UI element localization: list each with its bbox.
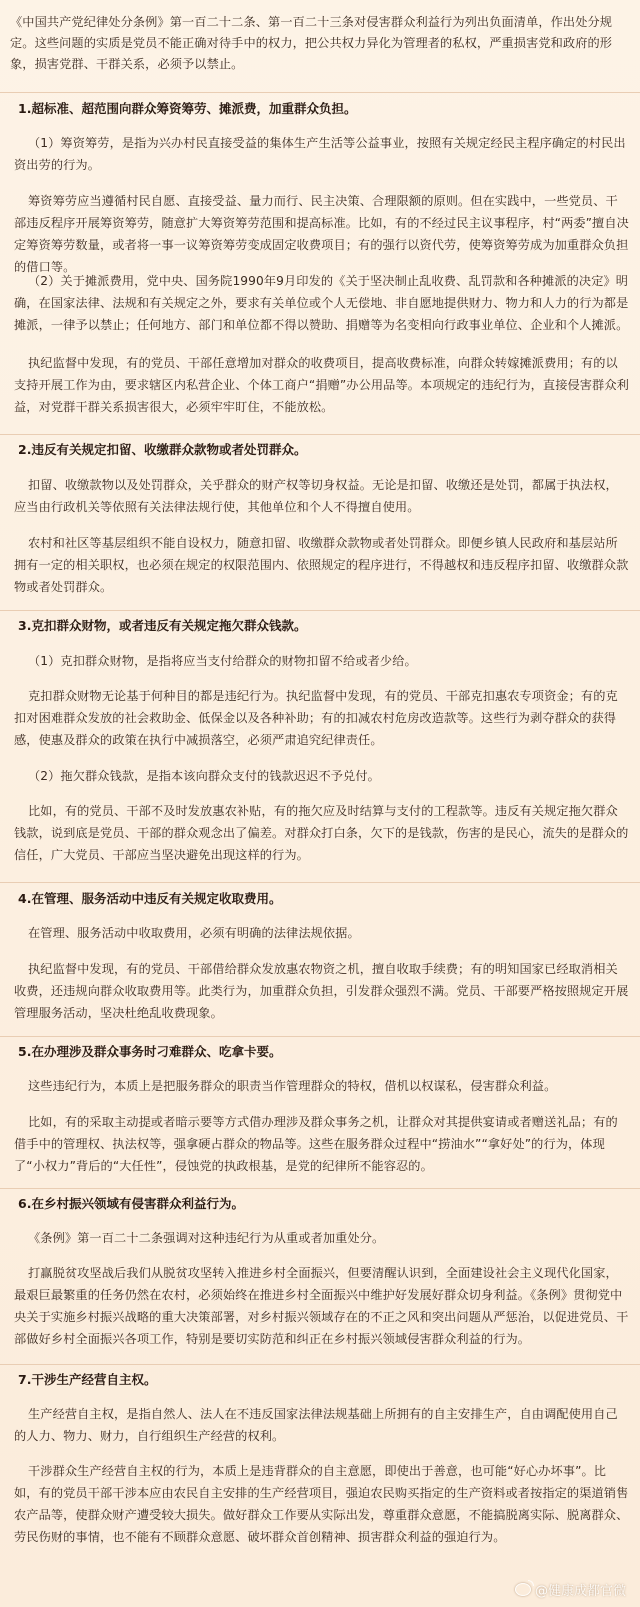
section-5-paragraph-2: 比如，有的采取主动提或者暗示要等方式借办理涉及群众事务之机，让群众对其提供宴请或者赠送礼品；有的借手中的管理权、执法权等，强拿硬占群众的物品等。这些在服务群众过程中“捞油水”“拿好处”的行为，体现了“小权力”背后的“大任性”，侵蚀党的执政根基，是党的纪律所不能容忍的。	[14, 1115, 618, 1173]
section-6-paragraph-2: 打赢脱贫攻坚战后我们从脱贫攻坚转入推进乡村全面振兴，但要清醒认识到，全面建设社会主义现代化国家，最艰巨最繁重的任务仍然在农村，必须始终在推进乡村全面振兴中维护好发展好群众切身利益。《条例》贯彻党中央关于实施乡村振兴战略的重大决策部署，对乡村振兴领域存在的不正之风和突出问题从严惩治，以促进党员、干部做好乡村全面振兴各项工作，特别是要切实防范和纠正在乡村振兴领域侵害群众利益的行为。	[14, 1266, 629, 1346]
weibo-logo-icon	[515, 1583, 531, 1596]
section-2-paragraph-1: 扣留、收缴款物以及处罚群众，关乎群众的财产权等切身权益。无论是扣留、收缴还是处罚，都属于执法权，应当由行政机关等依照有关法律法规行使，其他单位和个人不得擅自使用。	[14, 478, 618, 514]
section-2-paragraph-2: 农村和社区等基层组织不能自设权力，随意扣留、收缴群众款物或者处罚群众。即便乡镇人民政府和基层站所拥有一定的相关职权，也必须在规定的权限范围内、依照规定的程序进行，不得越权和违反程序扣留、收缴群众款物或者处罚群众。	[14, 536, 629, 594]
section-divider	[0, 1188, 640, 1189]
section-7-paragraph-1: 生产经营自主权，是指自然人、法人在不违反国家法律法规基础上所拥有的自主安排生产，自由调配使用自己的人力、物力、财力，自行组织生产经营的权利。	[14, 1407, 618, 1443]
section-1-paragraph-2: 筹资筹劳应当遵循村民自愿、直接受益、量力而行、民主决策、合理限额的原则。但在实践中，一些党员、干部违反程序开展筹资筹劳，随意扩大筹资筹劳范围和提高标准。比如，有的不经过民主议事程序，村“两委”擅自决定筹资筹劳数量，或者将一事一议筹资筹劳变成固定收费项目；有的强行以资代劳，使筹资筹劳成为加重群众负担的借口等。	[14, 194, 629, 274]
section-3-paragraph-1: （1）克扣群众财物，是指将应当支付给群众的财物扣留不给或者少给。	[28, 654, 417, 668]
section-2-heading: 2.违反有关规定扣留、收缴群众款物或者处罚群众。	[18, 442, 307, 457]
section-3-paragraph-4: 比如，有的党员、干部不及时发放惠农补贴，有的拖欠应及时结算与支付的工程款等。违反有关规定拖欠群众钱款，说到底是党员、干部的群众观念出了偏差。对群众打白条，欠下的是钱款，伤害的是民心，流失的是群众的信任，广大党员、干部应当坚决避免出现这样的行为。	[14, 804, 629, 862]
section-divider	[0, 610, 640, 611]
weibo-watermark	[515, 1580, 626, 1599]
section-6-heading: 6.在乡村振兴领域有侵害群众利益行为。	[18, 1196, 244, 1211]
section-4-paragraph-2: 执纪监督中发现，有的党员、干部借给群众发放惠农物资之机，擅自收取手续费；有的明知国家已经取消相关收费，还违规向群众收取费用等。此类行为，加重群众负担，引发群众强烈不满。党员、干部要严格按照规定开展管理服务活动，坚决杜绝乱收费现象。	[14, 962, 629, 1020]
section-7-paragraph-2: 干涉群众生产经营自主权的行为，本质上是违背群众的自主意愿，即使出于善意，也可能“好心办坏事”。比如，有的党员干部干涉本应由农民自主安排的生产经营项目，强迫农民购买指定的生产资料或者按指定的渠道销售农产品等，使群众财产遭受较大损失。做好群众工作要从实际出发，尊重群众意愿，不能搞脱离实际、脱离群众、劳民伤财的事情，也不能有不顾群众意愿、破坏群众首创精神、损害群众利益的强迫行为。	[14, 1464, 629, 1544]
section-1-paragraph-3: （2）关于摊派费用，党中央、国务院1990年9月印发的《关于坚决制止乱收费、乱罚款和各种摊派的决定》明确，在国家法律、法规和有关规定之外，要求有关单位或个人无偿地、非自愿地提供财力、物力和人力的行为都是摊派，一律予以禁止；任何地方、部门和单位都不得以赞助、捐赠等为名变相向行政事业单位、企业和个人摊派。	[14, 274, 629, 332]
section-4-paragraph-1: 在管理、服务活动中收取费用，必须有明确的法律法规依据。	[28, 926, 360, 940]
section-divider	[0, 1036, 640, 1037]
section-4-heading: 4.在管理、服务活动中违反有关规定收取费用。	[18, 891, 282, 906]
section-5-paragraph-1: 这些违纪行为，本质上是把服务群众的职责当作管理群众的特权，借机以权谋私，侵害群众利益。	[28, 1079, 557, 1093]
section-divider	[0, 1364, 640, 1365]
watermark-text: @健康成都官微	[534, 1584, 626, 1599]
section-3-paragraph-3: （2）拖欠群众钱款，是指本该向群众支付的钱款迟迟不予兑付。	[28, 769, 380, 783]
section-3-heading: 3.克扣群众财物，或者违反有关规定拖欠群众钱款。	[18, 618, 307, 633]
intro-paragraph: 《中国共产党纪律处分条例》第一百二十二条、第一百二十三条对侵害群众利益行为列出负面清单，作出处分规定。这些问题的实质是党员不能正确对待手中的权力，把公共权力异化为管理者的私权，严重损害党和政府的形象，损害党群、干群关系，必须予以禁止。	[10, 15, 613, 71]
section-1-paragraph-4: 执纪监督中发现，有的党员、干部任意增加对群众的收费项目，提高收费标准，向群众转嫁摊派费用；有的以支持开展工作为由，要求辖区内私营企业、个体工商户“捐赠”办公用品等。本项规定的违纪行为，直接侵害群众利益，对党群干群关系损害很大，必须牢牢盯住，不能放松。	[14, 356, 629, 414]
section-1-paragraph-1: （1）筹资筹劳，是指为兴办村民直接受益的集体生产生活等公益事业，按照有关规定经民主程序确定的村民出资出劳的行为。	[14, 136, 626, 172]
section-7-heading: 7.干涉生产经营自主权。	[18, 1372, 157, 1387]
section-5-heading: 5.在办理涉及群众事务时刁难群众、吃拿卡要。	[18, 1044, 282, 1059]
section-divider	[0, 434, 640, 435]
section-1-heading: 1.超标准、超范围向群众筹资筹劳、摊派费，加重群众负担。	[18, 101, 357, 116]
section-divider	[0, 882, 640, 883]
section-3-paragraph-2: 克扣群众财物无论基于何种目的都是违纪行为。执纪监督中发现，有的党员、干部克扣惠农专项资金；有的克扣对困难群众发放的社会救助金、低保金以及各种补助；有的扣减农村危房改造款等。这些行为剥夺群众的获得感，使惠及群众的政策在执行中减损落空，必须严肃追究纪律责任。	[14, 689, 618, 747]
section-6-paragraph-1: 《条例》第一百二十二条强调对这种违纪行为从重或者加重处分。	[28, 1231, 385, 1245]
section-divider	[0, 92, 640, 93]
